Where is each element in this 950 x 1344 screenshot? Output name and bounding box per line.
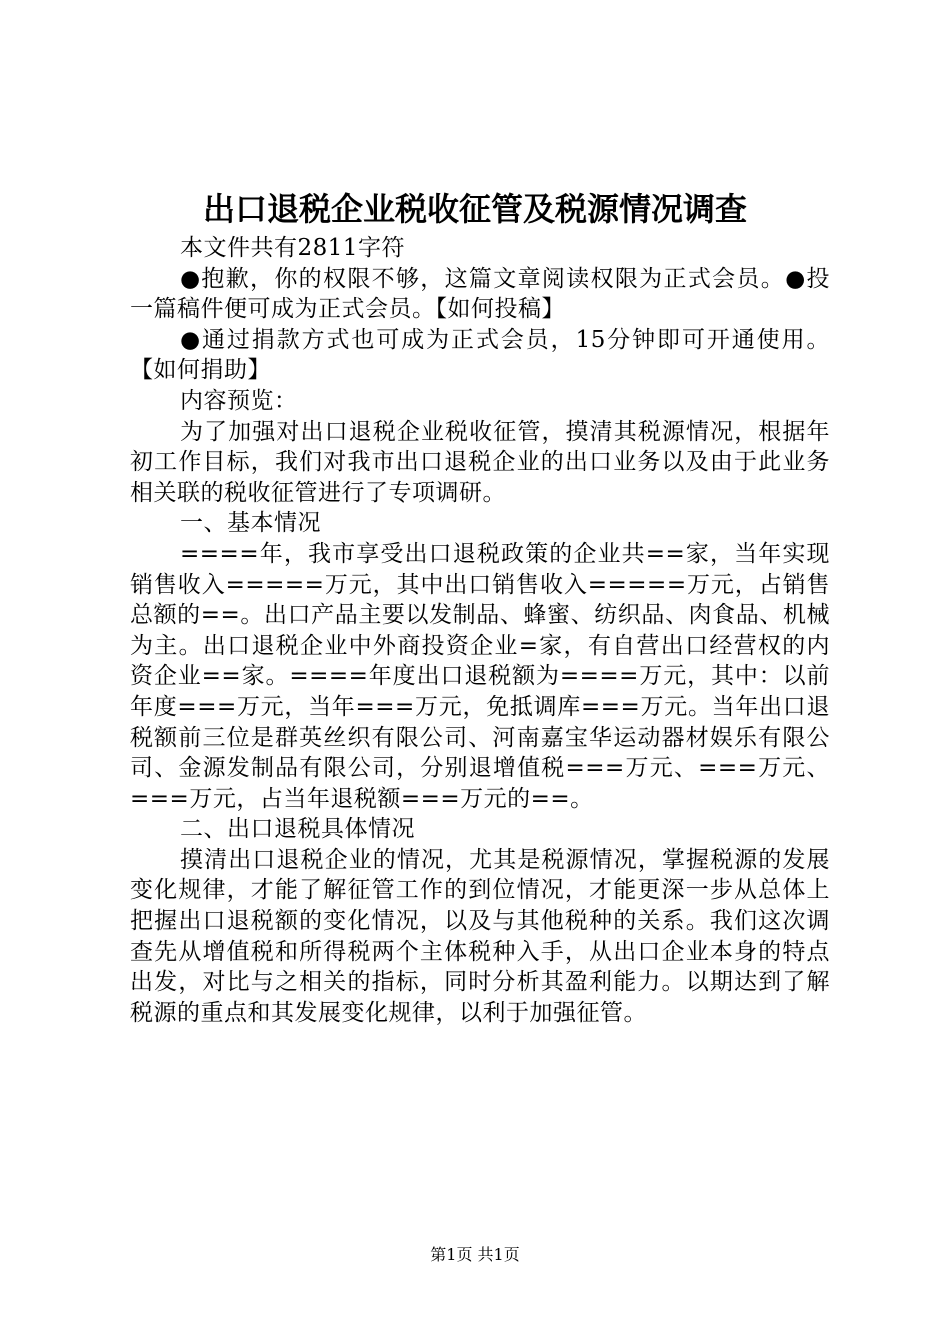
document-title: 出口退税企业税收征管及税源情况调查 — [202, 190, 747, 228]
donation-notice-paragraph: ●通过捐款方式也可成为正式会员，15分钟即可开通使用。【如何捐助】 — [130, 326, 830, 384]
basic-situation-paragraph: ====年，我市享受出口退税政策的企业共==家，当年实现销售收入=====万元，其中出口销售收入=====万元，占销售总额的==。出口产品主要以发制品、蜂蜜、纺织品、肉食品、机械为主。出口退税企业中外商投资企业=家，有自营出口经营权的内资企业==家。====年度出口退税额为====万元，其中：以前年度===万元，当年===万元，免抵调库===万元。当年出口退税额前三位是群英丝织有限公司、河南嘉宝华运动器材娱乐有限公司、金源发制品有限公司，分别退增值税===万元、===万元、===万元，占当年退税额===万元的==。 — [130, 540, 830, 812]
page-footer: 第1页 共1页 — [430, 1245, 520, 1264]
char-count-paragraph: 本文件共有2811字符 — [180, 235, 406, 261]
document-body — [130, 233, 830, 1028]
section-heading-basic: 一、基本情况 — [180, 510, 321, 537]
section-heading-details: 二、出口退税具体情况 — [180, 816, 415, 843]
permission-notice-paragraph: ●抱歉，你的权限不够，这篇文章阅读权限为正式会员。●投一篇稿件便可成为正式会员。【如何投稿】 — [130, 265, 830, 323]
intro-paragraph: 为了加强对出口退税企业税收征管，摸清其税源情况，根据年初工作目标，我们对我市出口退税企业的出口业务以及由于此业务相关联的税收征管进行了专项调研。 — [130, 418, 830, 506]
preview-label: 内容预览： — [180, 387, 298, 414]
details-paragraph: 摸清出口退税企业的情况，尤其是税源情况，掌握税源的发展变化规律，才能了解征管工作的到位情况，才能更深一步从总体上把握出口退税额的变化情况，以及与其他税种的关系。我们这次调查先从增值税和所得税两个主体税种入手，从出口企业本身的特点出发，对比与之相关的指标，同时分析其盈利能力。以期达到了解税源的重点和其发展变化规律，以利于加强征管。 — [130, 846, 830, 1026]
